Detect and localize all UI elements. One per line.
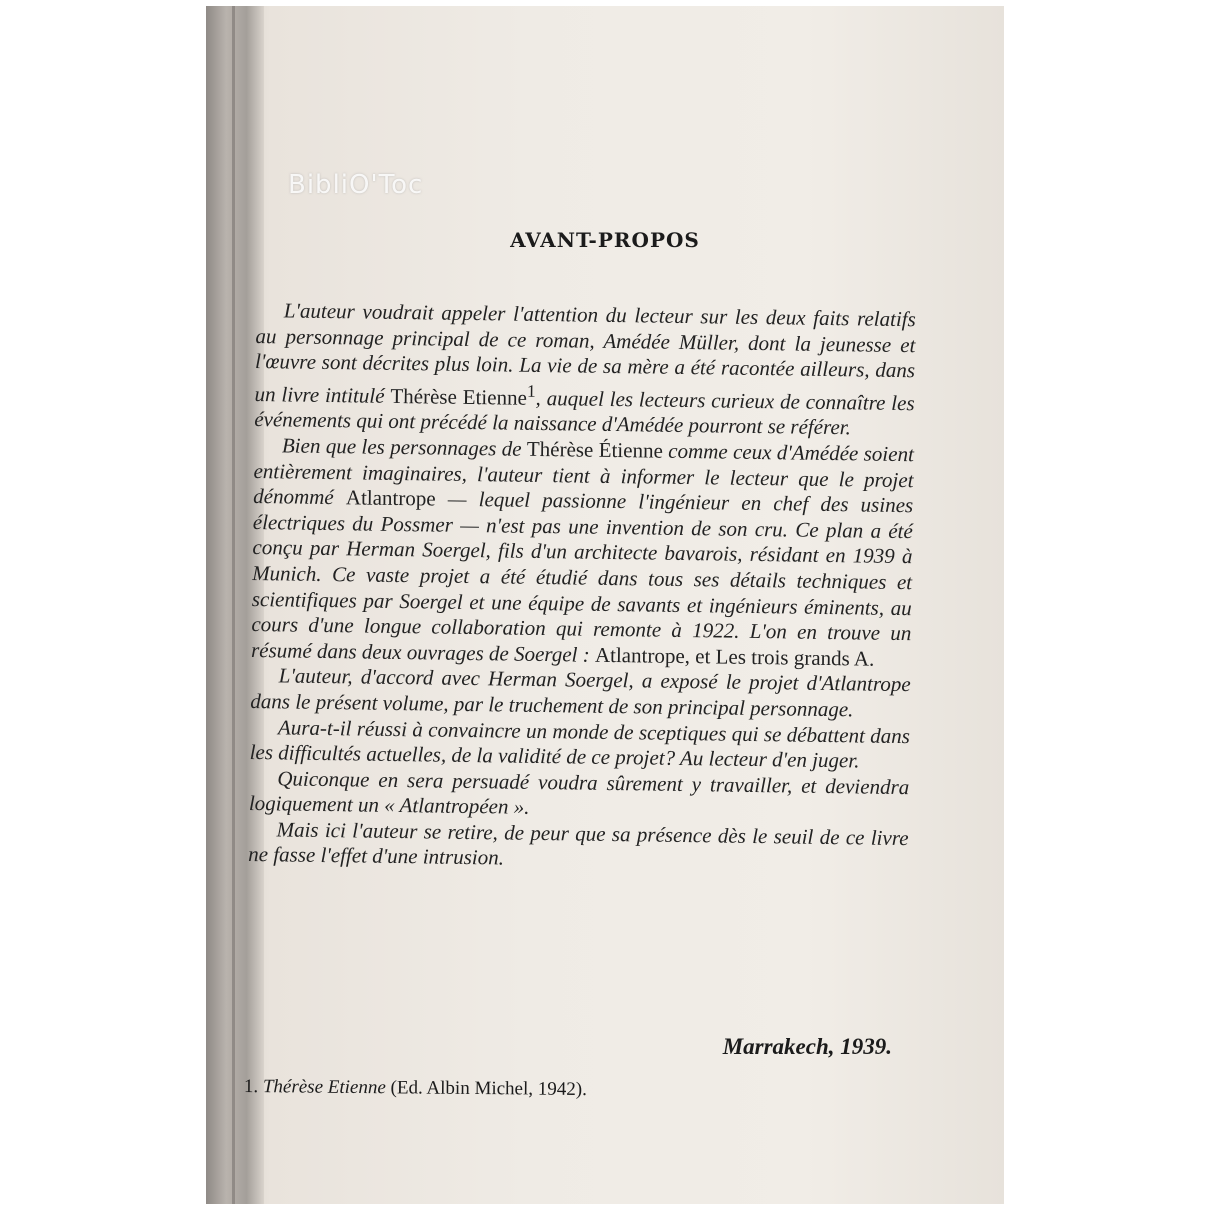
footnote-marker: 1: [526, 380, 536, 401]
paragraph-4: Aura-t-il réussi à convaincre un monde de sceptiques qui se débattent dans les difficultés actuelles, de la validité de ce projet? Au lecteur d'en juger.: [249, 714, 911, 773]
paragraph-text: , auquel les lecteurs curieux de connaître les événements qui ont précédé la naissance d'Amédée pourront se référer.: [254, 385, 915, 440]
paragraph-3: L'auteur, d'accord avec Herman Soergel, a exposé le projet d'Atlantrope dans le présent volume, par le truchement de son principal personnage.: [250, 663, 911, 722]
paragraph-5: Quiconque en sera persuadé voudra sûrement y travailler, et deviendra logiquement un « Atlantropéen ».: [248, 766, 910, 820]
book-title-reference: Thérèse Etienne: [390, 383, 528, 410]
book-title-2: Les trois grands A: [715, 644, 870, 671]
paragraph-1: [254, 298, 916, 442]
signature: Marrakech, 1939.: [722, 1034, 892, 1059]
paragraph-text: comme ceux d'Amédée soient entièrement imaginaires, l'auteur tient à informer le lecteur que le projet dénommé: [253, 438, 915, 510]
paragraph-text: L'auteur voudrait appeler l'attention du lecteur sur les deux faits relatifs au personnage principal de ce roman, Amédée Müller, dont la jeunesse et l'œuvre sont décrites plus loin. La vie de sa mère a été racontée ailleurs, dans un livre intitulé: [254, 298, 916, 408]
period: .: [868, 646, 875, 671]
book-title-reference: Thérèse Étienne: [526, 436, 664, 463]
watermark: BibliO'Toc: [288, 170, 424, 200]
page-title: AVANT-PROPOS: [510, 228, 700, 252]
paragraph-6: Mais ici l'auteur se retire, de peur que sa présence dès le seuil de ce livre ne fasse l'effet d'une intrusion.: [248, 817, 909, 870]
paragraph-text: — lequel passionne l'ingénieur en chef des usines électriques du Possmer — n'est pas une invention de son cru. Ce plan a été conçu par Herman Soergel, fils d'un architecte bavarois, résidant en 1939 à Munich. Ce vaste projet a été étudié dans tous ses détails techniques et scientifiques par Soergel et une équipe de savants et ingénieurs éminents, au cours d'une longue collaboration qui remonte à 1922. L'on en trouve un résumé dans deux ouvrages de Soergel :: [250, 486, 914, 667]
footnote-details: (Ed. Albin Michel, 1942).: [390, 1077, 587, 1100]
footnote: [244, 1076, 587, 1101]
book-title-1: Atlantrope: [594, 642, 685, 668]
separator-text: , et: [684, 643, 716, 669]
foreword-body: [248, 298, 916, 877]
book-page-photo: [206, 6, 1004, 1204]
footnote-title: Thérèse Etienne: [262, 1076, 386, 1099]
footnote-number: 1.: [243, 1076, 259, 1098]
paragraph-2: [251, 433, 914, 673]
paragraph-text: Bien que les personnages de: [281, 433, 528, 461]
project-name: Atlantrope: [345, 485, 436, 511]
gutter-edge: [232, 6, 235, 1204]
